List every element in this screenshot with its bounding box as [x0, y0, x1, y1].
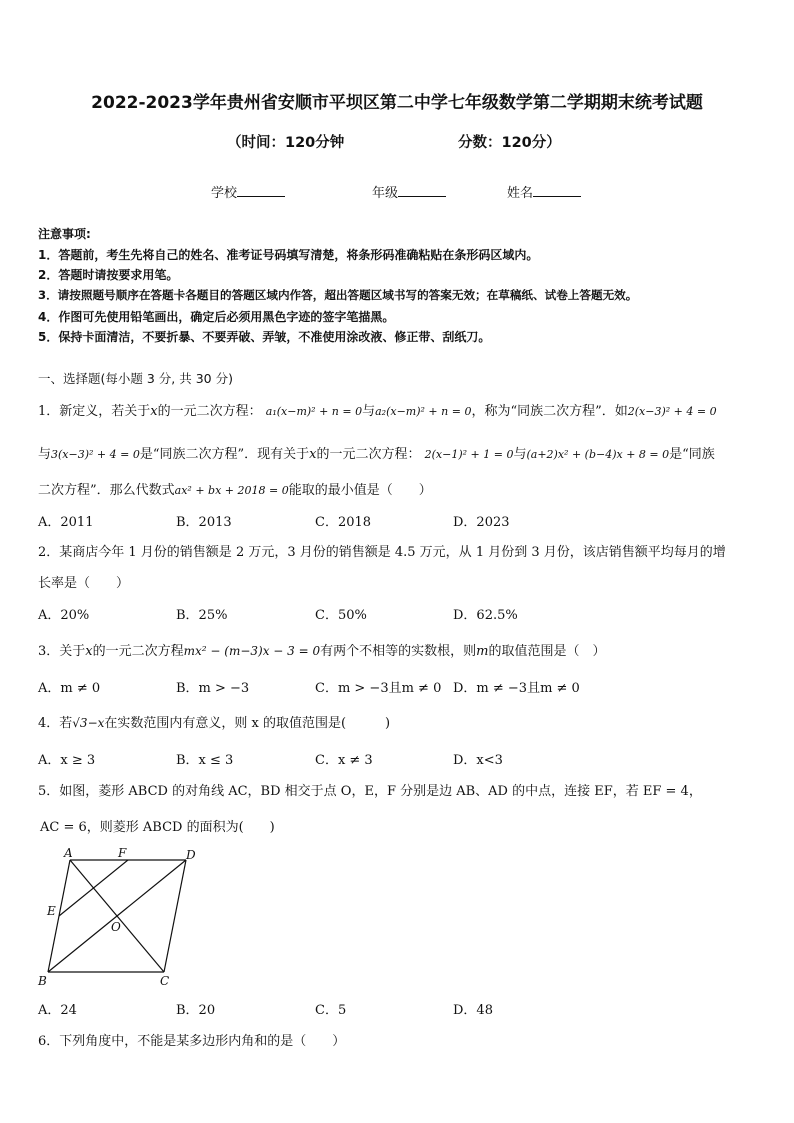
segment-ef: [59, 860, 128, 916]
label-o: O: [111, 920, 121, 934]
name-field: [507, 182, 581, 201]
name-label: 姓名: [507, 186, 534, 201]
q2-option-a: A．20%: [38, 608, 90, 623]
question-5-line-2: AC = 6，则菱形 ABCD 的面积为( ): [40, 820, 275, 835]
label-c: C: [160, 974, 170, 988]
question-1-line-3: 二次方程”．那么代数式ax² + bx + 2018 = 0能取的最小值是（ ）: [38, 483, 432, 498]
diagonal-bd: [48, 860, 186, 972]
name-blank: [533, 184, 581, 197]
question-3: 3．关于x的一元二次方程mx² − (m−3)x − 3 = 0有两个不相等的实数根，则m的取值范围是（ ）: [38, 644, 606, 659]
q4-option-b: B．x ≤ 3: [176, 753, 234, 768]
q1-option-d: D．2023: [453, 515, 510, 530]
label-d: D: [186, 848, 196, 862]
q1-option-a: A．2011: [38, 515, 94, 530]
q4-option-a: A．x ≥ 3: [38, 753, 96, 768]
grade-field: [372, 182, 446, 201]
school-field: [211, 182, 285, 201]
side-dc: [164, 860, 186, 972]
question-4: 4．若√3−x在实数范围内有意义，则 x 的取值范围是( ): [38, 716, 391, 731]
notice-item: 4．作图可先使用铅笔画出，确定后必须用黑色字迹的签字笔描黑。: [38, 310, 395, 324]
notice-item: 5．保持卡面清洁，不要折暴、不要弄破、弄皱，不准使用涂改液、修正带、刮纸刀。: [38, 330, 491, 344]
notice-item: 2．答题时请按要求用笔。: [38, 268, 179, 282]
q5-option-b: B．20: [176, 1003, 216, 1018]
page-title: 2022-2023学年贵州省安顺市平坝区第二中学七年级数学第二学期期末统考试题: [91, 93, 703, 113]
q4-option-c: C．x ≠ 3: [315, 753, 373, 768]
q4-option-d: D．x<3: [453, 753, 503, 768]
question-1-line-2: 与3(x−3)² + 4 = 0是“同族二次方程”．现有关于x的一元二次方程： 2(x−1)² + 1 = 0与(a+2)x² + (b−4)x + 8 = 0是“同族: [38, 447, 715, 462]
q5-option-d: D．48: [453, 1003, 493, 1018]
exam-time: （时间：120分钟: [227, 135, 345, 151]
q3-option-c: C．m > −3且m ≠ 0: [315, 681, 442, 696]
label-e: E: [47, 904, 56, 918]
q2-option-d: D．62.5%: [453, 608, 518, 623]
label-a: A: [64, 846, 73, 860]
question-2-line-1: 2．某商店今年 1 月份的销售额是 2 万元，3 月份的销售额是 4.5 万元，从 1 月份到 3 月份，该店销售额平均每月的增: [38, 545, 726, 560]
q3-option-d: D．m ≠ −3且m ≠ 0: [453, 681, 580, 696]
section-title: 一、选择题(每小题 3 分, 共 30 分): [38, 371, 233, 386]
rhombus-figure: [36, 843, 206, 993]
label-f: F: [118, 846, 127, 860]
grade-blank: [398, 184, 446, 197]
notice-item: 1．答题前，考生先将自己的姓名、准考证号码填写清楚，将条形码准确粘贴在条形码区域内。: [38, 248, 539, 262]
q2-option-b: B．25%: [176, 608, 228, 623]
school-label: 学校: [211, 186, 238, 201]
q3-option-b: B．m > −3: [176, 681, 250, 696]
q1-option-b: B．2013: [176, 515, 232, 530]
notice-heading: 注意事项:: [38, 227, 91, 241]
q1-option-c: C．2018: [315, 515, 372, 530]
q2-option-c: C．50%: [315, 608, 367, 623]
question-5-line-1: 5．如图，菱形 ABCD 的对角线 AC，BD 相交于点 O，E，F 分别是边 AB、AD 的中点，连接 EF，若 EF = 4，: [38, 784, 702, 799]
label-b: B: [38, 974, 47, 988]
q3-option-a: A．m ≠ 0: [38, 681, 101, 696]
notice-item: 3．请按照题号顺序在答题卡各题目的答题区域内作答，超出答题区域书写的答案无效；在草稿纸、试卷上答题无效。: [38, 288, 638, 302]
exam-score: 分数：120分）: [458, 135, 561, 151]
question-6: 6．下列角度中，不能是某多边形内角和的是（ ）: [38, 1034, 346, 1049]
question-2-line-2: 长率是（ ）: [38, 576, 130, 591]
q5-option-c: C．5: [315, 1003, 347, 1018]
grade-label: 年级: [372, 186, 399, 201]
q5-option-a: A．24: [38, 1003, 77, 1018]
question-1-line-1: 1．新定义，若关于x的一元二次方程： a₁(x−m)² + n = 0与a₂(x−m)² + n = 0，称为“同族二次方程”．如2(x−3)² + 4 = 0: [38, 404, 717, 419]
school-blank: [237, 184, 285, 197]
